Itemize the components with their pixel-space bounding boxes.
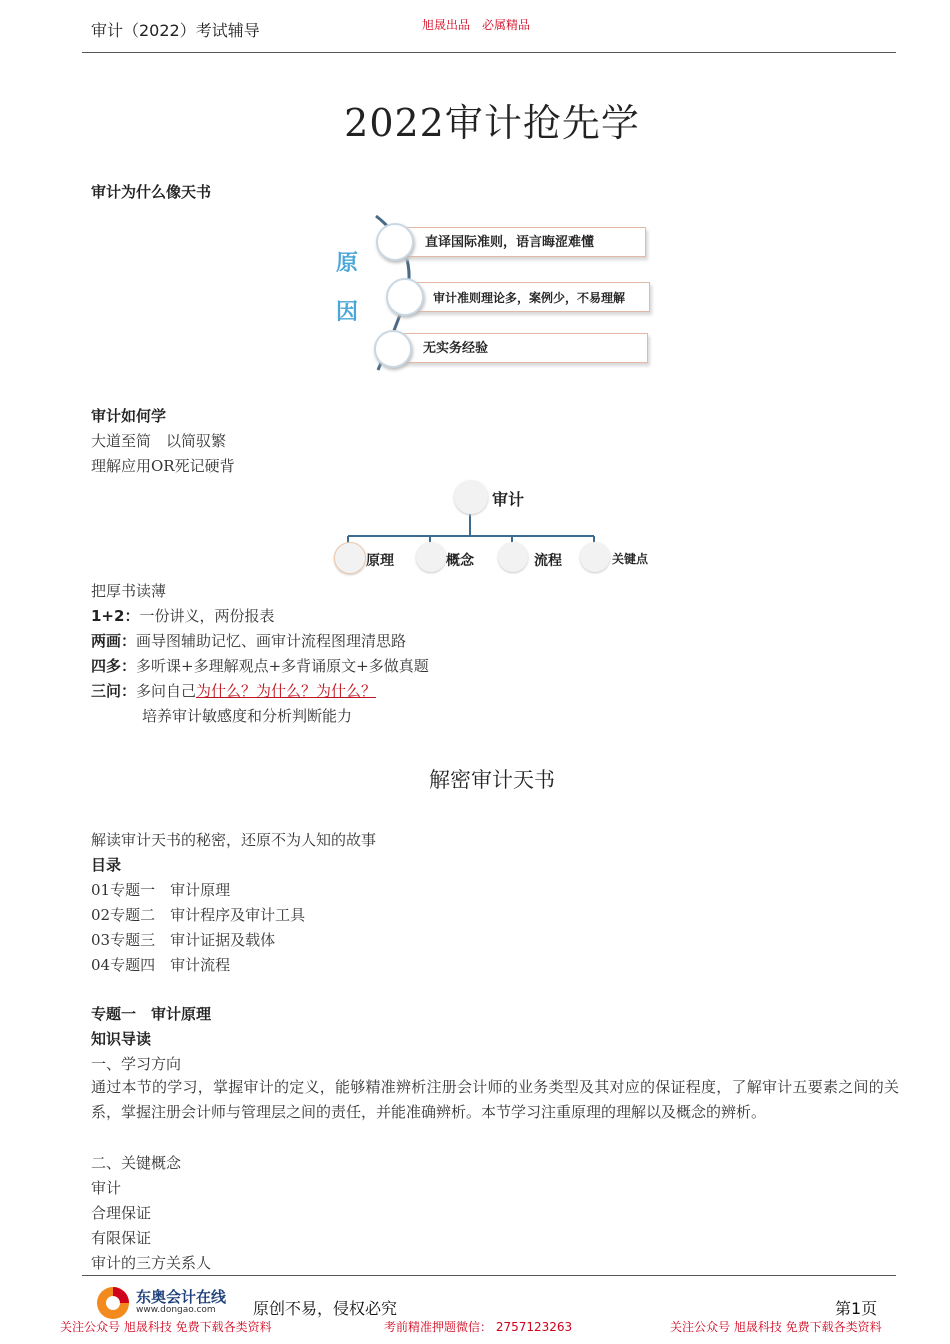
tree-label-4: 关键点: [612, 552, 649, 566]
concept-item-4: 审计的三方关系人: [91, 1254, 212, 1272]
toc-item-1: 01专题一 审计原理: [91, 881, 231, 899]
tip-4-text: 多问自己: [136, 682, 197, 700]
footer-slogan: 原创不易，侵权必究: [253, 1299, 398, 1318]
tip-2: [91, 630, 406, 651]
tree-label-3: 流程: [534, 553, 562, 569]
reasons-diagram: [330, 212, 660, 372]
reason-box-3: [384, 333, 648, 363]
tip-2-label: 两画：: [91, 632, 137, 650]
tree-root-node: [454, 480, 488, 514]
toc-item-2: 02专题二 审计程序及审计工具: [91, 906, 306, 924]
reason-bullet-1: [376, 223, 414, 261]
tip-1-text: 一份讲义，两份报表: [139, 607, 275, 625]
decode-intro: 解读审计天书的秘密，还原不为人知的故事: [91, 831, 377, 849]
section-heading-how: 审计如何学: [91, 407, 167, 425]
toc-item-3: 03专题三 审计证据及载体: [91, 931, 276, 949]
footer-note-center: 考前精准押题微信： 2757123263: [384, 1320, 573, 1334]
toc-heading: 目录: [91, 856, 122, 874]
reason-side-label-1: 原: [336, 251, 359, 276]
footer-divider: [82, 1275, 896, 1276]
header-divider: [82, 52, 896, 53]
audit-tree-diagram: [330, 476, 660, 578]
topic-1-heading: 专题一 审计原理: [91, 1005, 212, 1023]
section-heading-why: 审计为什么像天书: [91, 183, 212, 201]
topic-1-guide: 知识导读: [91, 1030, 152, 1048]
reason-text-3: 无实务经验: [423, 341, 489, 356]
tree-node-3: [498, 542, 528, 572]
tip-3: [91, 655, 429, 676]
tree-label-2: 概念: [446, 553, 474, 569]
header-brand: 旭晟出品 必属精品: [422, 18, 531, 32]
tree-node-4: [580, 542, 610, 572]
document-title: 2022审计抢先学: [344, 101, 640, 145]
reason-bullet-2: [386, 278, 424, 316]
footer-note-right: 关注公众号 旭晟科技 免费下载各类资料: [670, 1320, 882, 1334]
logo-url: www.dongao.com: [136, 1305, 216, 1315]
tree-node-1: [334, 542, 366, 574]
footer-note-left: 关注公众号 旭晟科技 免费下载各类资料: [60, 1320, 272, 1334]
study-line-1: 大道至简 以简驭繁: [91, 432, 227, 450]
tree-node-2: [416, 542, 446, 572]
reason-side-label-2: 因: [336, 300, 359, 325]
study-line-3: 把厚书读薄: [91, 582, 167, 600]
concept-item-2: 合理保证: [91, 1204, 152, 1222]
reason-text-2: 审计准则理论多，案例少，不易理解: [433, 291, 626, 305]
tree-label-1: 原理: [366, 553, 394, 569]
concept-heading: 二、关键概念: [91, 1154, 182, 1172]
tip-3-label: 四多：: [91, 657, 137, 675]
reason-text-1: 直译国际准则，语言晦涩难懂: [425, 235, 595, 250]
page-number: 第1页: [835, 1299, 878, 1318]
direction-paragraph: 通过本节的学习，掌握审计的定义，能够精准辨析注册会计师的业务类型及其对应的保证程度，了解审计五要素之间的关系，掌握注册会计师与管理层之间的责任，并能准确辨析。本节学习注重原理的理解以及概念的辨析。: [91, 1078, 899, 1121]
logo-name: 东奥会计在线: [136, 1288, 227, 1306]
toc-item-4: 04专题四 审计流程: [91, 956, 231, 974]
tip-3-text: 多听课+多理解观点+多背诵原文+多做真题: [136, 657, 429, 675]
tip-2-text: 画导图辅助记忆、画审计流程图理清思路: [136, 632, 407, 650]
reason-box-1: [386, 227, 646, 257]
dongao-logo-icon: [92, 1284, 134, 1322]
reason-box-2: [396, 282, 650, 312]
tip-4-label: 三问：: [91, 682, 137, 700]
tip-4: [91, 680, 376, 701]
direction-heading: 一、学习方向: [91, 1055, 182, 1073]
section-title-decode: 解密审计天书: [429, 768, 555, 792]
tip-1-label: 1+2：: [91, 607, 140, 625]
reason-bullet-3: [374, 330, 412, 368]
header-title: 审计（2022）考试辅导: [91, 21, 260, 40]
tip-1: [91, 605, 274, 626]
tree-root-label: 审计: [492, 490, 525, 509]
concept-item-3: 有限保证: [91, 1229, 152, 1247]
tip-4-sub: 培养审计敏感度和分析判断能力: [142, 707, 353, 725]
tip-4-emphasis: 为什么？为什么？为什么？: [196, 682, 377, 700]
concept-item-1: 审计: [91, 1179, 122, 1197]
study-line-2: 理解应用OR死记硬背: [91, 457, 235, 475]
